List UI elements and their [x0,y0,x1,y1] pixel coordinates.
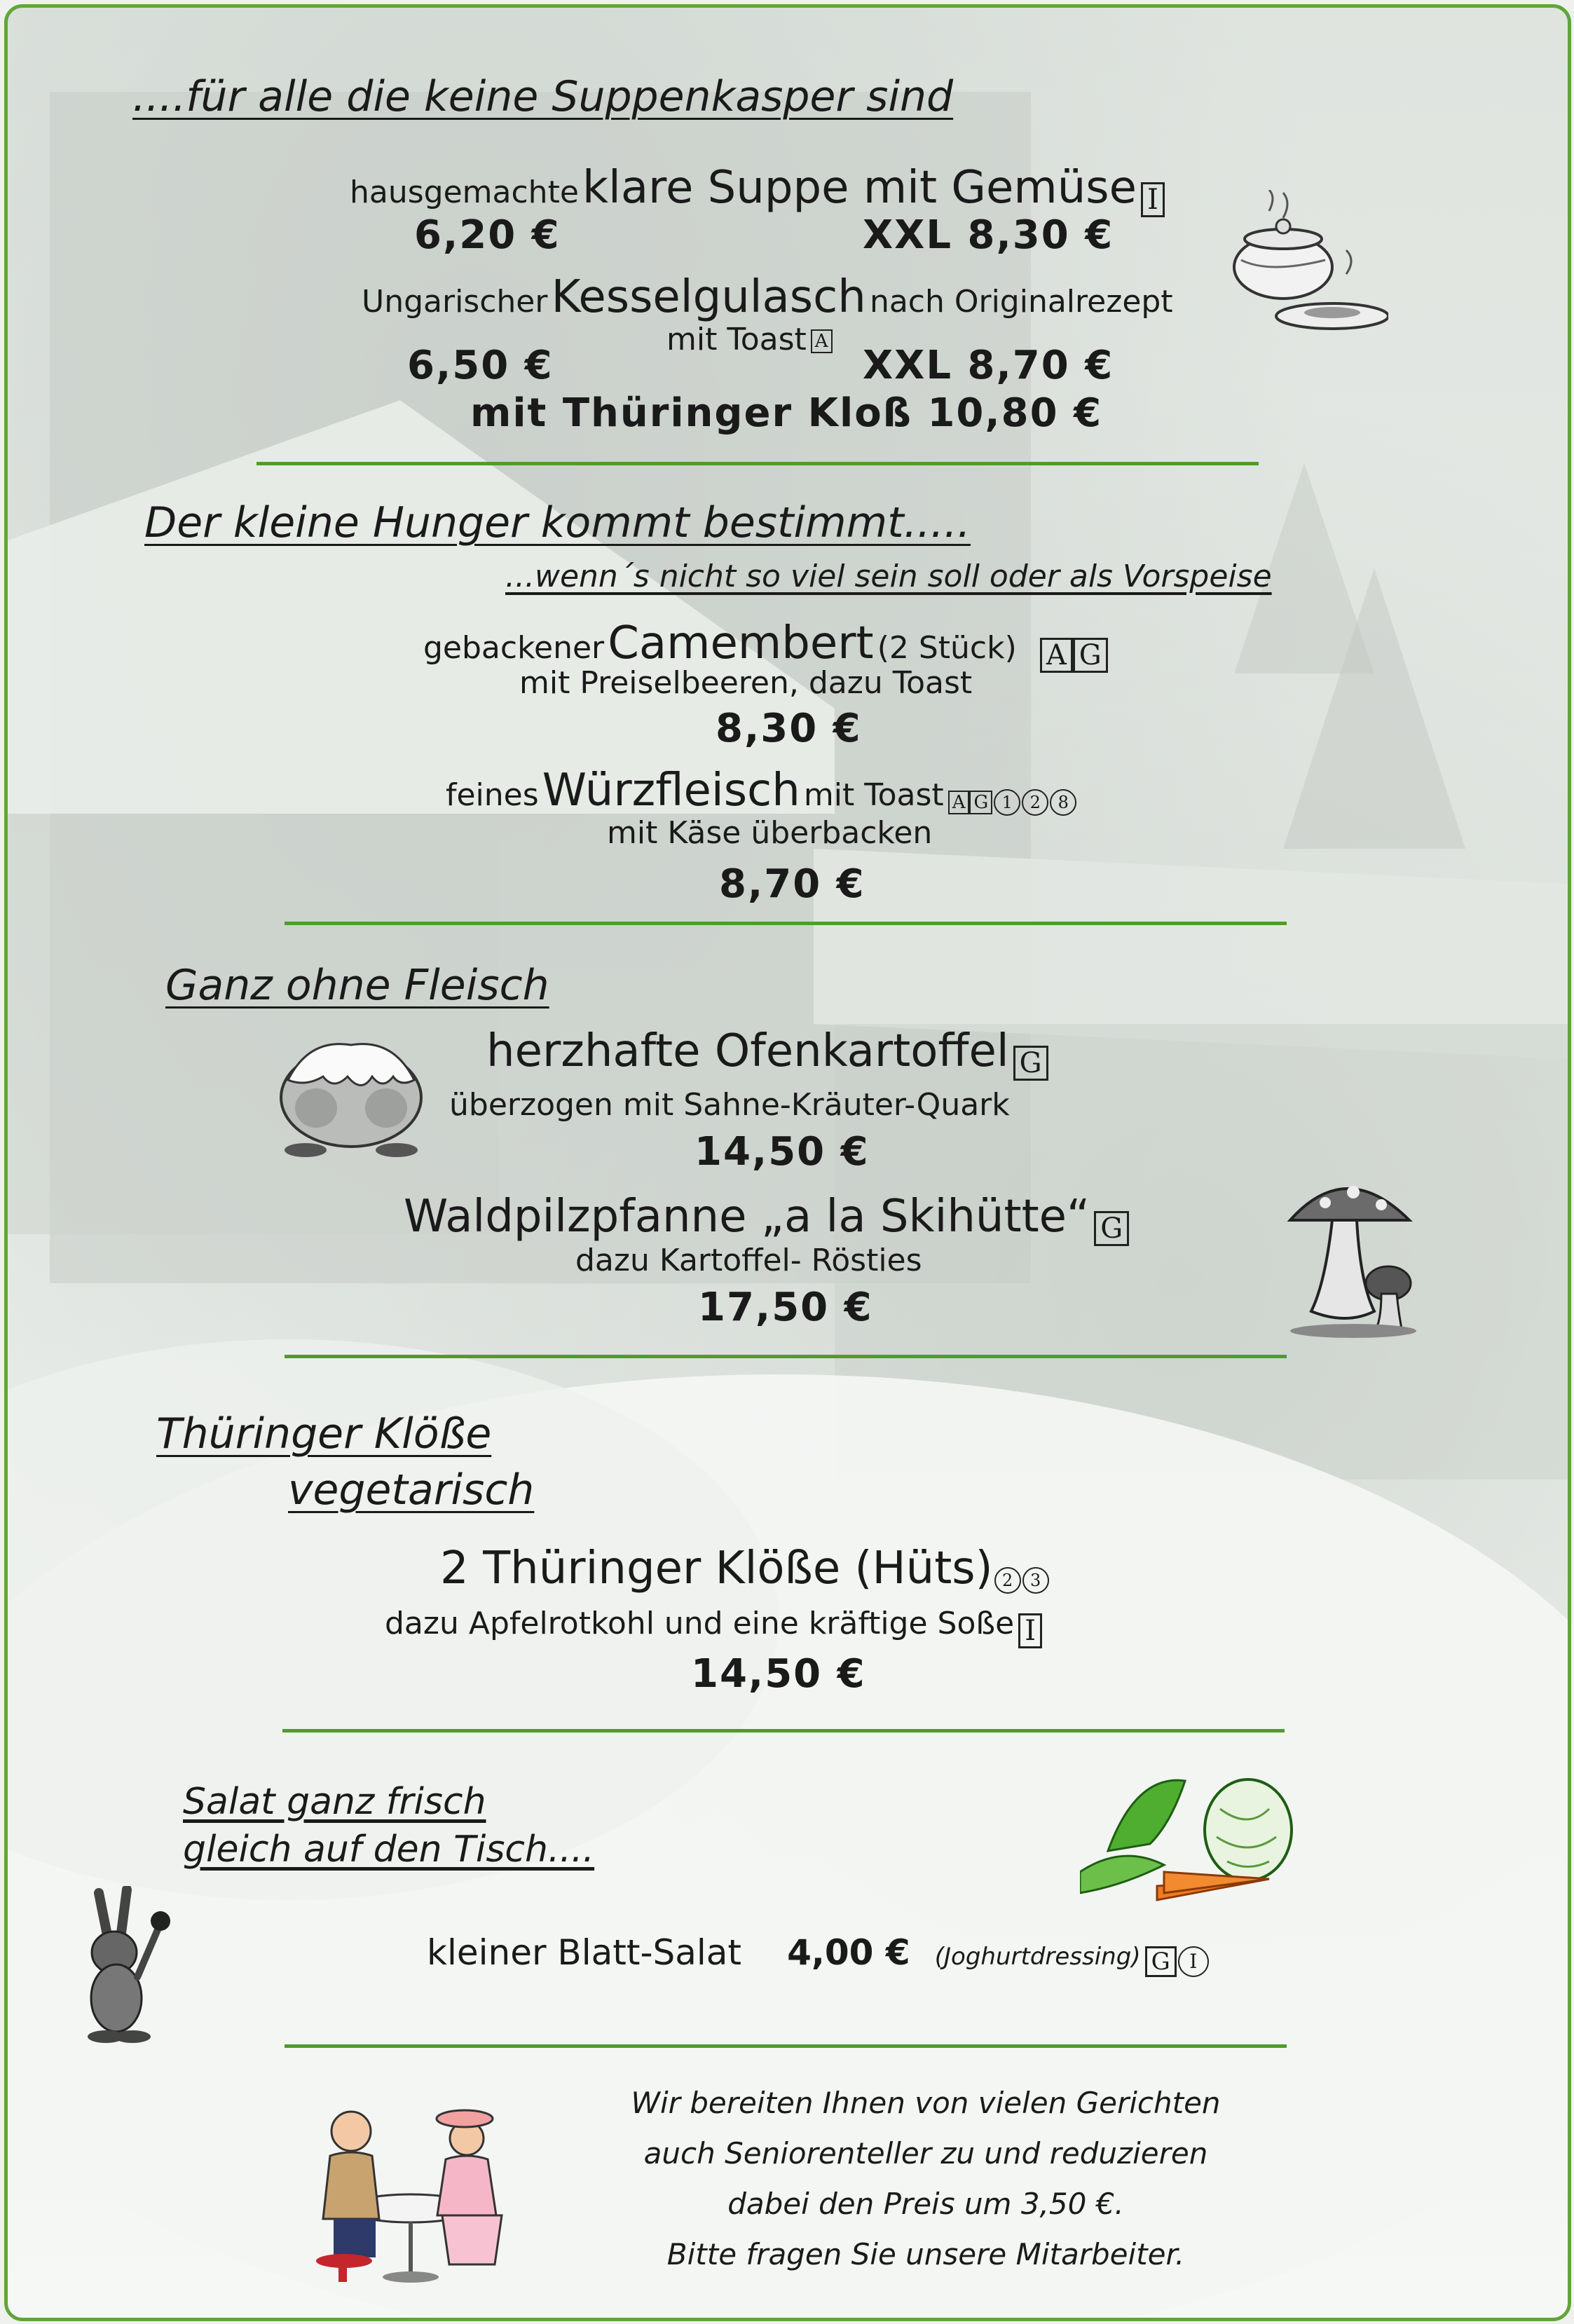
vegetarian-heading: Ganz ohne Fleisch [165,961,549,1010]
ofenkartoffel-price: 14,50 € [694,1129,870,1175]
soup-tureen-icon [1227,190,1388,337]
section-divider [282,1729,1285,1732]
dumpling-desc-row [385,1606,1042,1648]
allergen-badge: G [969,791,992,814]
allergen-badge: G [1073,638,1108,673]
allergen-badge: G [1145,1946,1177,1977]
dumpling-price: 14,50 € [691,1651,866,1697]
gulasch-alt-price: mit Thüringer Kloß 10,80 € [470,390,1103,436]
senior-note [561,2078,1290,2280]
vegetables-icon [1080,1767,1297,1907]
gulasch-price-xxl: XXL 8,70 € [863,343,1114,388]
salad-price: 4,00 € [787,1932,910,1973]
camembert-name: Camembert [608,617,874,669]
soup-item-name: klare Suppe mit Gemüse [582,162,1137,214]
allergen-badge: A [811,329,833,353]
salad-heading-line2: gleich auf den Tisch.... [183,1829,595,1871]
additive-badge: 1 [994,789,1020,816]
wuerzfleisch-price: 8,70 € [719,861,865,907]
senior-note-line3: dabei den Preis um 3,50 €. [727,2187,1124,2221]
starter-item-wuerzfleisch [446,765,1076,816]
additive-badge: 8 [1050,789,1076,816]
soup-item-gulasch [362,271,1173,323]
camembert-qty: (2 Stück) [877,630,1017,666]
senior-note-line1: Wir bereiten Ihnen von vielen Gerichten [631,2086,1221,2120]
wuerzfleisch-prefix: feines [446,777,539,813]
salad-heading-line1: Salat ganz frisch [183,1781,486,1823]
allergen-badge: I [1141,182,1165,217]
salad-item [427,1932,1209,1977]
allergen-badge: A [948,791,970,814]
dumpling-item [440,1543,1049,1594]
section-divider [285,1355,1287,1358]
mushroom-icon [1283,1171,1423,1339]
additive-badge: 2 [994,1567,1021,1594]
gulasch-price: 6,50 € [407,343,554,388]
gulasch-suffix: nach Originalrezept [869,284,1173,320]
section-divider [285,922,1287,925]
gulasch-sub-text: mit Toast [666,322,807,357]
additive-badge: 2 [1022,789,1048,816]
soup-item-klare-suppe [350,162,1165,217]
allergen-badge: A [1040,638,1073,673]
soup-price: 6,20 € [414,212,561,258]
allergen-badge: G [1013,1046,1048,1081]
senior-couple-icon [302,2096,512,2285]
waldpilzpfanne-name: Waldpilzpfanne „a la Skihütte“ [404,1191,1090,1243]
dumplings-heading-line1: Thüringer Klöße [156,1409,492,1458]
veg-item-ofenkartoffel [486,1025,1048,1081]
soup-item-prefix: hausgemachte [350,175,579,210]
salad-note: (Joghurtdressing) [934,1943,1141,1971]
dumpling-name: 2 Thüringer Klöße (Hüts) [440,1543,993,1594]
wuerzfleisch-desc: mit Käse überbacken [607,815,933,851]
wuerzfleisch-name: Würzfleisch [542,765,800,816]
starters-heading: Der kleine Hunger kommt bestimmt..... [144,498,971,547]
gulasch-prefix: Ungarischer [362,284,548,320]
gulasch-sub [666,322,833,357]
waldpilzpfanne-desc: dazu Kartoffel- Rösties [575,1243,922,1278]
soups-heading: ....für alle die keine Suppenkasper sind [132,72,954,121]
veg-item-waldpilzpfanne [404,1191,1129,1246]
senior-note-line4: Bitte fragen Sie unsere Mitarbeiter. [666,2237,1185,2271]
dumplings-heading-line2: vegetarisch [288,1465,535,1515]
section-divider [256,462,1259,465]
senior-note-line2: auch Seniorenteller zu und reduzieren [643,2136,1208,2171]
starter-item-camembert [423,617,1108,673]
additive-badge: 3 [1022,1567,1049,1594]
camembert-price: 8,30 € [716,706,862,751]
allergen-badge: I [1018,1613,1042,1648]
starters-subheading: ...wenn´s nicht so viel sein soll oder als Vorspeise [505,559,1272,594]
additive-badge: I [1178,1946,1209,1977]
waldpilzpfanne-price: 17,50 € [698,1285,873,1330]
allergen-badge: G [1094,1211,1129,1246]
wuerzfleisch-suffix: mit Toast [803,777,944,813]
camembert-prefix: gebackener [423,630,605,666]
ofenkartoffel-name: herzhafte Ofenkartoffel [486,1025,1009,1077]
salad-name: kleiner Blatt-Salat [427,1932,741,1973]
menu-page [4,4,1571,2321]
section-divider [285,2044,1287,2048]
rabbit-icon [78,1886,176,2047]
soup-price-xxl: XXL 8,30 € [863,212,1114,258]
camembert-desc: mit Preiselbeeren, dazu Toast [519,665,973,701]
ofenkartoffel-desc: überzogen mit Sahne-Kräuter-Quark [449,1087,1010,1123]
baked-potato-icon [267,1024,435,1164]
dumpling-desc: dazu Apfelrotkohl und eine kräftige Soße [385,1606,1015,1641]
gulasch-name: Kesselgulasch [551,271,866,323]
